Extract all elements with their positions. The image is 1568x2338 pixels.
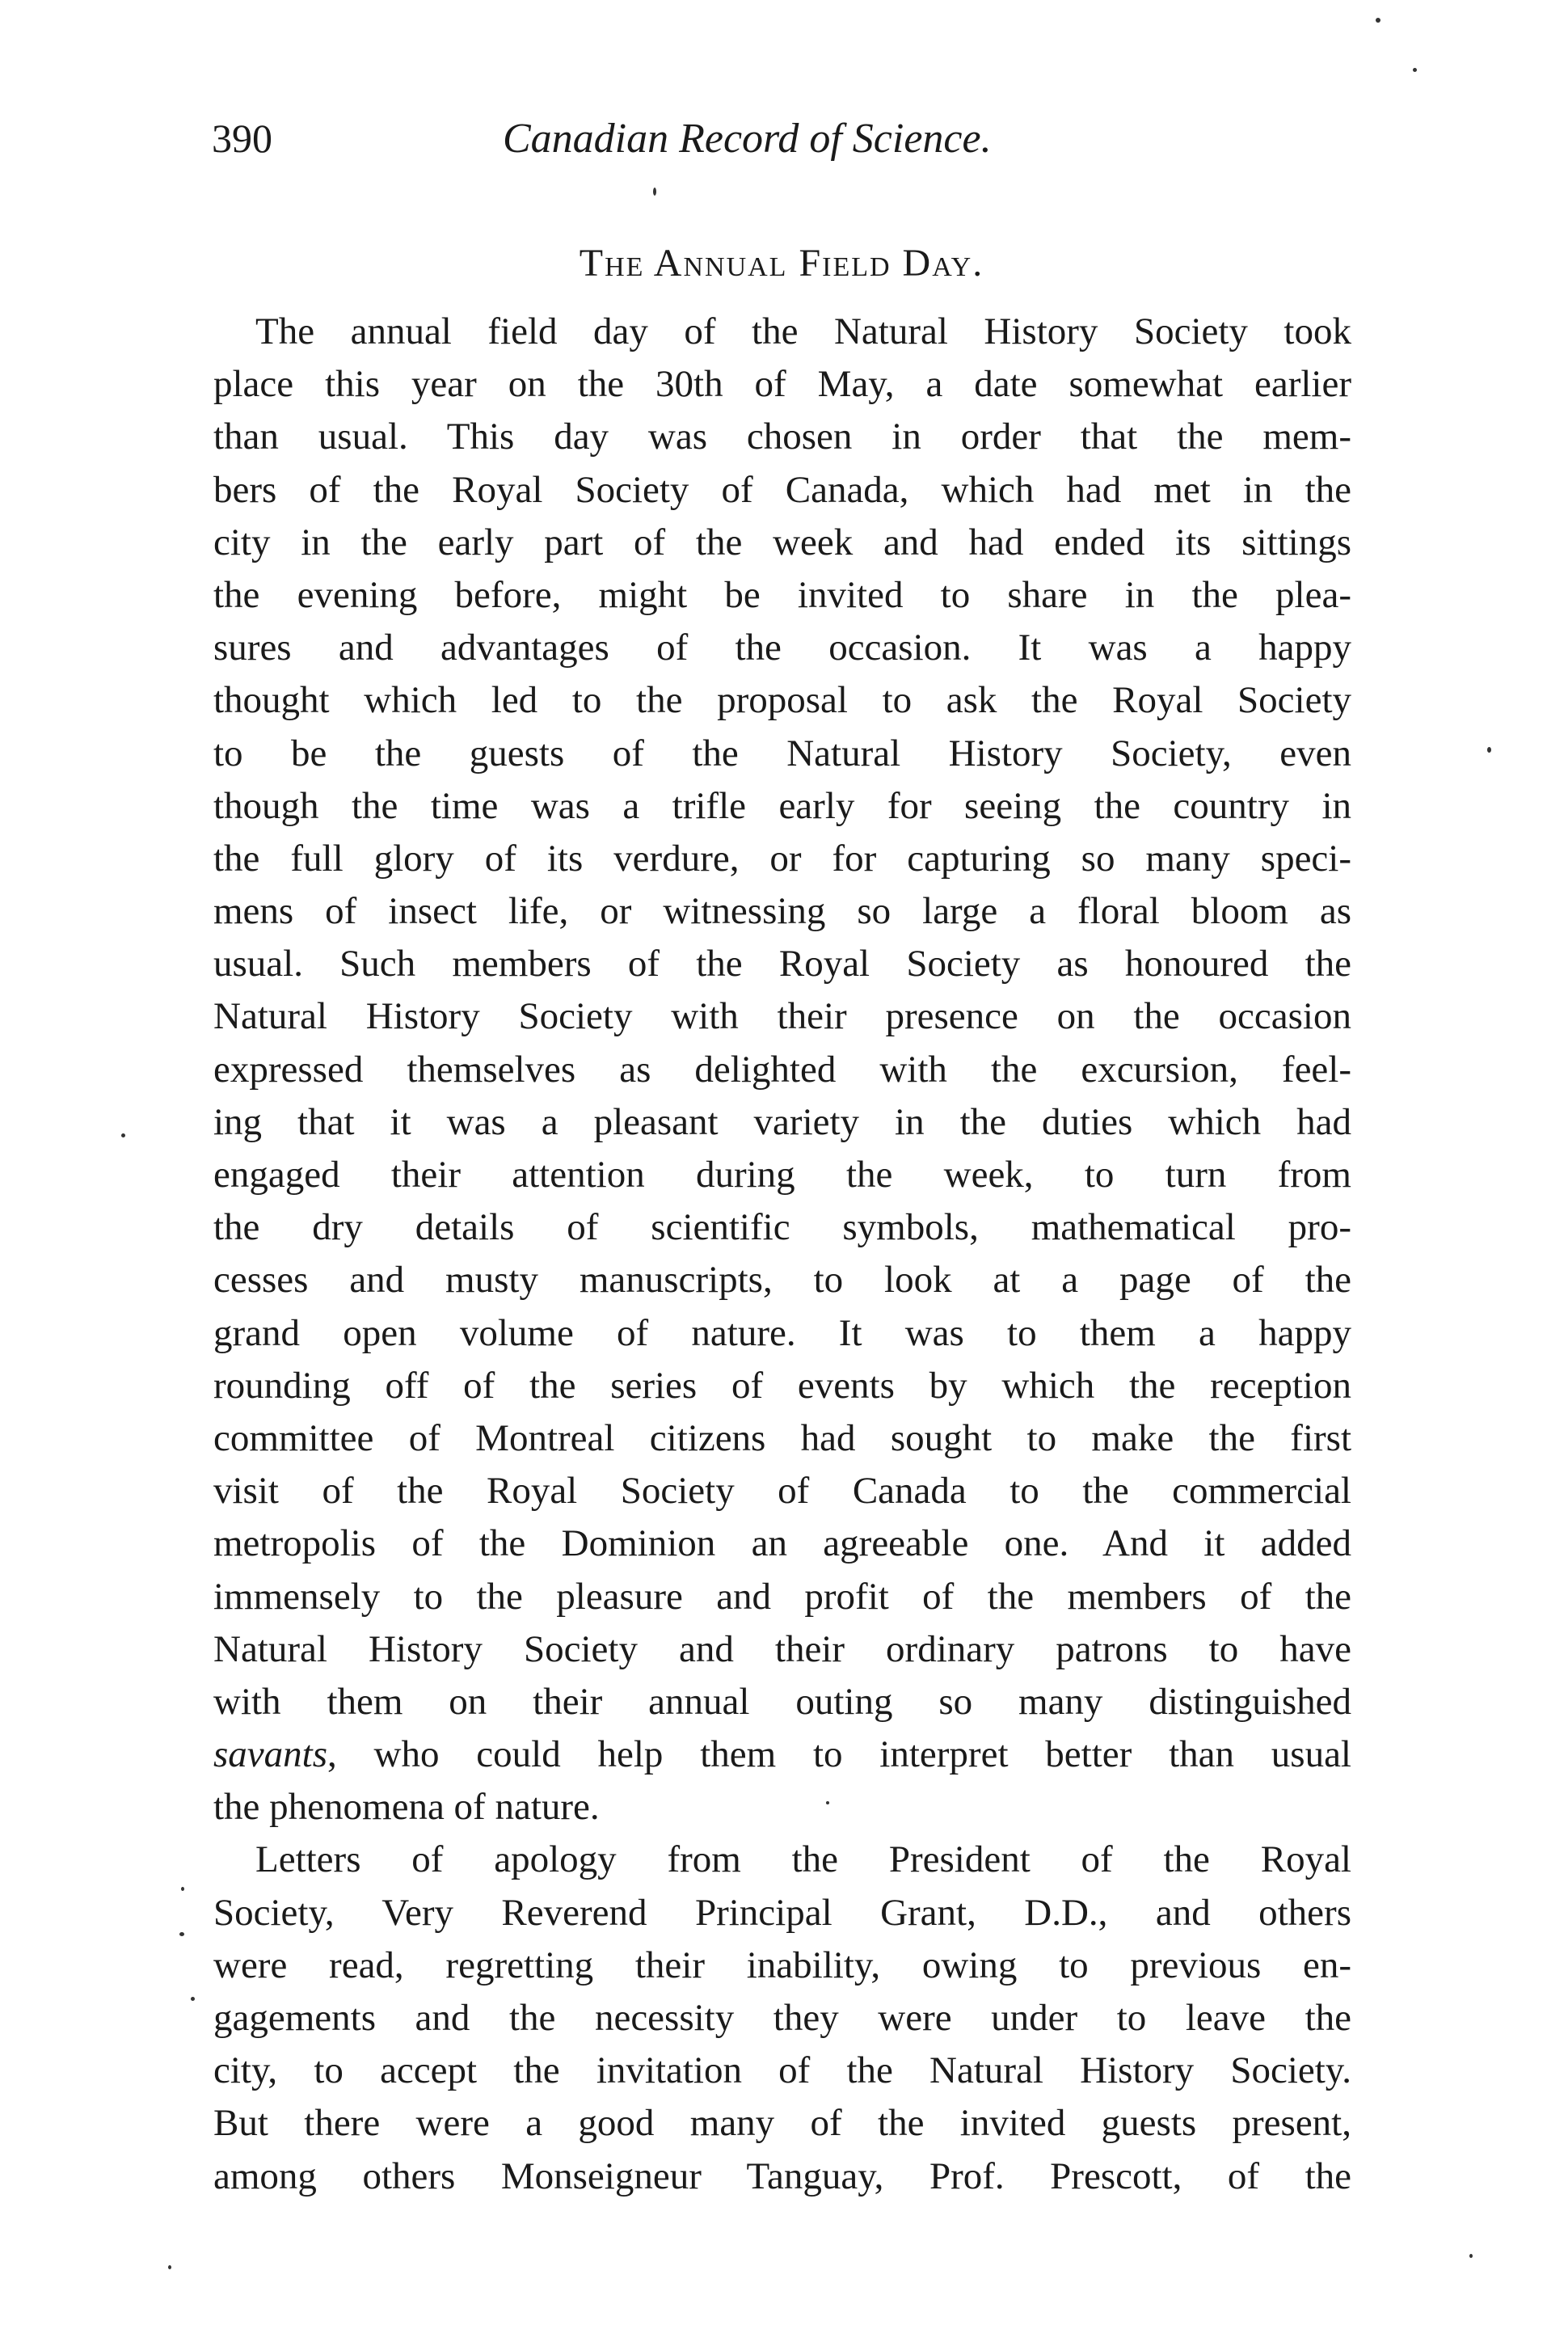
text-line: committee of Montreal citizens had sought to make the first — [213, 1416, 1351, 1459]
text-line: bers of the Royal Society of Canada, which had met in the — [213, 468, 1351, 511]
text-line: The annual field day of the Natural History Society took — [255, 310, 1351, 352]
text-line: rounding off of the series of events by which the reception — [213, 1364, 1351, 1407]
text-line: Society, Very Reverend Principal Grant, D.D., and others — [213, 1891, 1351, 1934]
scan-speck — [179, 1932, 184, 1936]
text-line: gagements and the necessity they were under to leave the — [213, 1997, 1351, 2039]
text-line: to be the guests of the Natural History Society, even — [213, 732, 1351, 774]
text-line: Letters of apology from the President of the Royal — [255, 1838, 1351, 1881]
text-line: sures and advantages of the occasion. It was a happy — [213, 627, 1351, 669]
text-line: the full glory of its verdure, or for capturing so many speci- — [213, 837, 1351, 880]
text-line: Natural History Society with their presence on the occasion — [213, 995, 1351, 1038]
text-line: usual. Such members of the Royal Society as honoured the — [213, 943, 1351, 985]
text-line: thought which led to the proposal to ask the Royal Society — [213, 679, 1351, 722]
scan-speck — [653, 188, 656, 196]
scan-speck — [826, 1801, 829, 1804]
text-line: the evening before, might be invited to share in the plea- — [213, 573, 1351, 616]
text-line: than usual. This day was chosen in order that the mem- — [213, 416, 1351, 458]
paragraph-2 — [213, 1834, 1351, 2202]
paragraph-1 — [213, 306, 1351, 1834]
scan-speck — [1376, 18, 1380, 23]
text-line: Natural History Society and their ordinary patrons to have — [213, 1627, 1351, 1670]
text-line: But there were a good many of the invited guests present, — [213, 2102, 1351, 2145]
text-line: city, to accept the invitation of the Natural History Society. — [213, 2049, 1351, 2092]
text-line: expressed themselves as delighted with the excursion, feel- — [213, 1048, 1351, 1091]
scan-speck — [181, 1887, 184, 1891]
text-line: city in the early part of the week and had ended its sittings — [213, 521, 1351, 563]
page-number: 390 — [212, 116, 272, 161]
scan-speck — [1413, 68, 1417, 72]
text-line: immensely to the pleasure and profit of the members of the — [213, 1575, 1351, 1618]
text-line: engaged their attention during the week, to turn from — [213, 1154, 1351, 1196]
text-line: the dry details of scientific symbols, mathematical pro- — [213, 1206, 1351, 1249]
text-line: with them on their annual outing so many distinguished — [213, 1680, 1351, 1723]
text-line: grand open volume of nature. It was to them a happy — [213, 1311, 1351, 1354]
text-line: though the time was a trifle early for seeing the country in — [213, 784, 1351, 827]
scan-speck — [1469, 2254, 1473, 2258]
text-line: ing that it was a pleasant variety in the duties which had — [213, 1100, 1351, 1143]
article-body — [213, 306, 1351, 2203]
text-line: visit of the Royal Society of Canada to the commercial — [213, 1470, 1351, 1513]
section-heading: The Annual Field Day. — [579, 242, 984, 285]
text-line: among others Monseigneur Tanguay, Prof. Prescott, of the — [213, 2154, 1351, 2197]
italic-word: savants — [213, 1733, 327, 1776]
text-line: were read, regretting their inability, owing to previous en- — [213, 1943, 1351, 1986]
running-head — [212, 115, 1351, 173]
journal-title: Canadian Record of Science. — [503, 116, 992, 162]
scan-speck — [168, 2265, 171, 2269]
scan-speck — [1487, 747, 1491, 753]
text-line: mens of insect life, or witnessing so large a floral bloom as — [213, 890, 1351, 933]
text-line: savants, who could help them to interpret better than usual — [213, 1733, 1351, 1776]
text-line: the phenomena of nature. — [213, 1786, 600, 1829]
scan-speck — [191, 1997, 195, 2001]
text-line: place this year on the 30th of May, a date somewhat earlier — [213, 363, 1351, 406]
text-line: metropolis of the Dominion an agreeable one. And it added — [213, 1522, 1351, 1565]
text-line: cesses and musty manuscripts, to look at a page of the — [213, 1259, 1351, 1302]
scan-speck — [121, 1133, 125, 1137]
